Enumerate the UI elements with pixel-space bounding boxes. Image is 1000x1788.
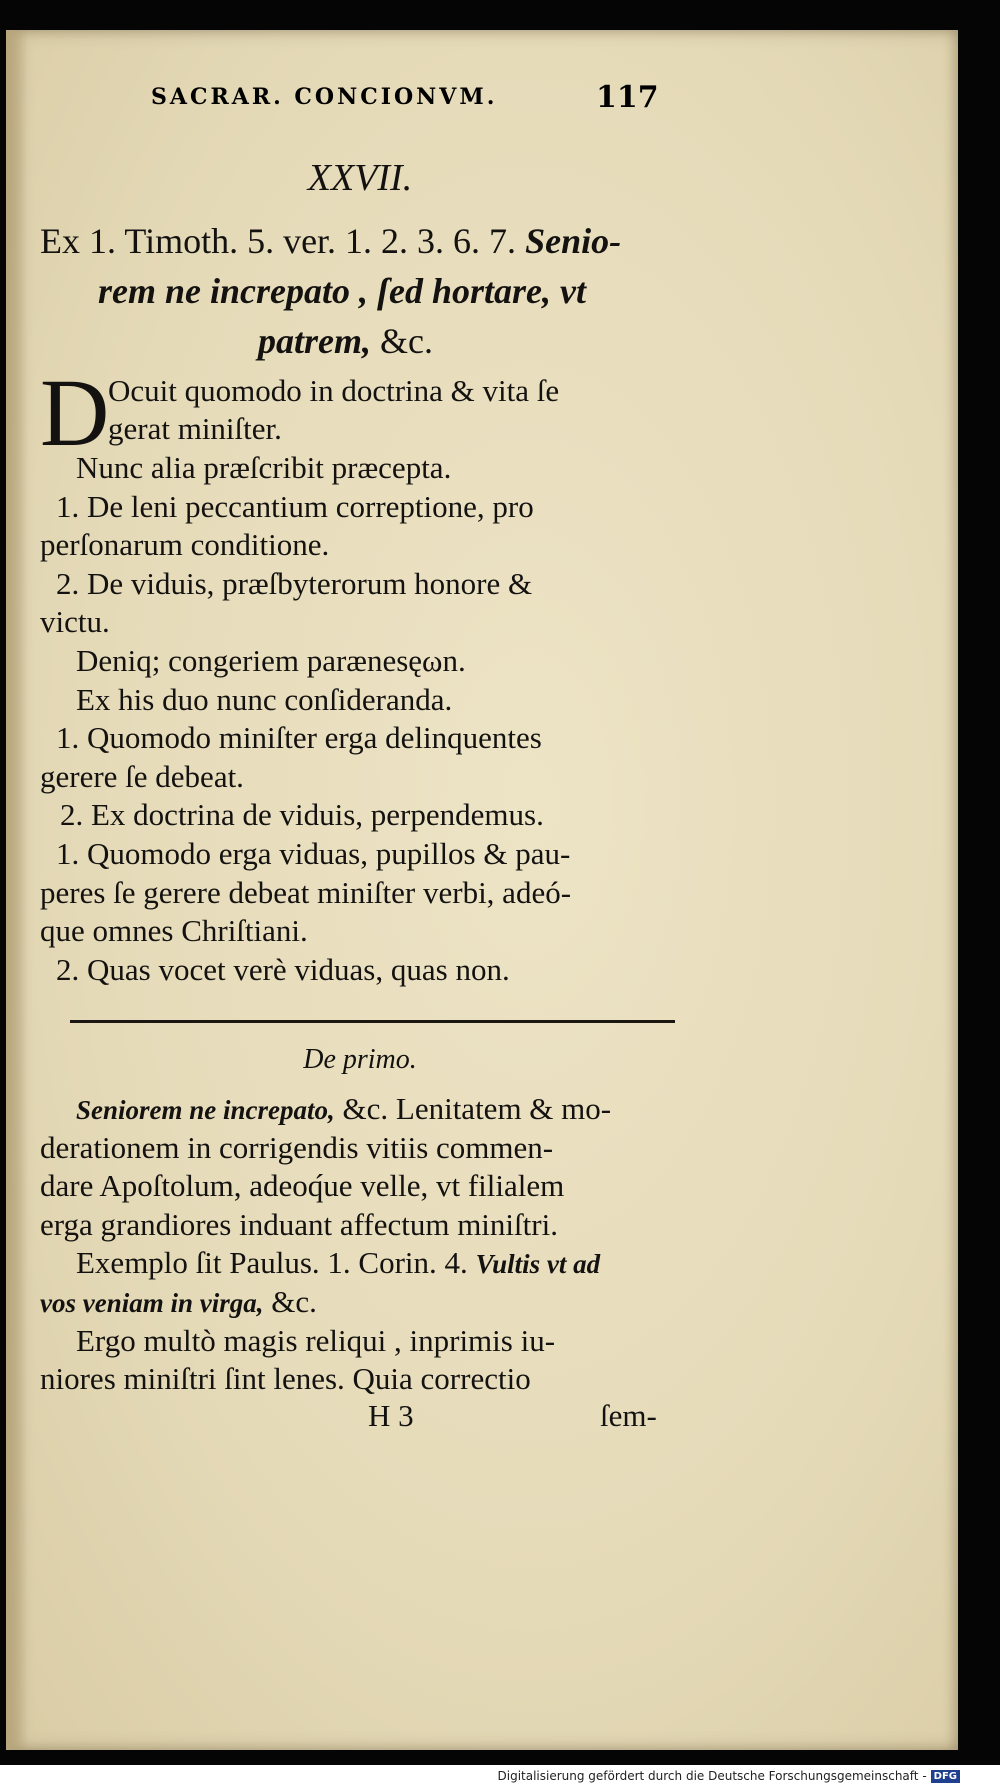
signature-mark: H 3 bbox=[368, 1398, 414, 1433]
text-line: que omnes Chriſtiani. bbox=[40, 913, 308, 949]
text-line: Deniq; congeriem parænesęωn. bbox=[76, 642, 466, 678]
section-number: XXVII. bbox=[307, 157, 413, 199]
text-line: Ocuit quomodo in doctrina & vita ſe bbox=[108, 373, 560, 408]
sermon-heading bbox=[40, 216, 680, 366]
heading-etc: &c. bbox=[380, 321, 433, 361]
running-title: SACRAR. CONCIONVM. bbox=[151, 84, 498, 110]
main-paragraph bbox=[40, 359, 680, 989]
page-number: 117 bbox=[596, 80, 659, 115]
text-line: 1. Quomodo erga viduas, pupillos & pau- bbox=[56, 835, 571, 871]
text-run: &c. Lenitatem & mo- bbox=[342, 1091, 612, 1126]
credit-text: Digitalisierung gefördert durch die Deutsche Forschungsgemeinschaft - bbox=[497, 1769, 927, 1783]
text-line: derationem in corrigendis vitiis commen- bbox=[40, 1129, 554, 1165]
text-line bbox=[40, 1283, 680, 1322]
heading-reference: Ex 1. Timoth. 5. ver. 1. 2. 3. 6. 7. bbox=[40, 221, 517, 261]
second-paragraph bbox=[40, 1090, 680, 1399]
text-run: &c. bbox=[271, 1283, 317, 1319]
heading-quote-middle: rem ne increpato , ſed hortare, vt bbox=[98, 271, 586, 311]
subheading: De primo. bbox=[303, 1044, 417, 1075]
running-head bbox=[66, 80, 666, 114]
signature-line bbox=[40, 1398, 680, 1438]
digitization-credit bbox=[498, 1766, 961, 1786]
text-line: 1. Quomodo miniſter erga delinquentes bbox=[56, 720, 542, 756]
text-line bbox=[40, 1244, 680, 1283]
catchword: ſem- bbox=[600, 1398, 657, 1433]
heading-line-1 bbox=[40, 216, 680, 266]
text-line: Ex his duo nunc conſideranda. bbox=[76, 681, 453, 717]
section-divider bbox=[70, 1020, 675, 1023]
text-line: peres ſe gerere debeat miniſter verbi, adeó- bbox=[40, 874, 572, 910]
quoted-verse: Seniorem ne increpato, bbox=[76, 1095, 335, 1125]
text-line: erga grandiores induant affectum miniſtri. bbox=[40, 1206, 558, 1242]
text-run: Exemplo ſit Paulus. 1. Corin. 4. bbox=[76, 1245, 468, 1281]
heading-line-2 bbox=[40, 266, 680, 316]
heading-quote-start: Senio- bbox=[525, 221, 622, 261]
text-line: gerere ſe debeat. bbox=[40, 758, 244, 794]
text-line: niores miniſtri ſint lenes. Quia correctio bbox=[40, 1361, 531, 1397]
text-line: 2. Ex doctrina de viduis, perpendemus. bbox=[60, 797, 544, 833]
text-line: 2. Quas vocet verè viduas, quas non. bbox=[56, 951, 510, 987]
dfg-logo: DFG bbox=[931, 1770, 960, 1783]
drop-cap-block bbox=[40, 359, 680, 466]
quoted-verse: vos veniam in virga, bbox=[40, 1287, 264, 1318]
text-line: dare Apoſtolum, adeoq́ue velle, vt filialem bbox=[40, 1168, 565, 1204]
text-line: gerat miniſter. bbox=[108, 411, 282, 446]
text-line: victu. bbox=[40, 604, 110, 640]
quoted-verse: Vultis vt ad bbox=[475, 1249, 601, 1280]
heading-quote-end: patrem, bbox=[258, 321, 371, 361]
text-line: perſonarum conditione. bbox=[40, 527, 330, 563]
text-line bbox=[40, 1090, 680, 1129]
heading-line-3 bbox=[40, 316, 680, 366]
text-line: 1. De leni peccantium correptione, pro bbox=[56, 488, 534, 524]
page-gutter bbox=[6, 30, 28, 1750]
text-line: Ergo multò magis reliqui , inprimis iu- bbox=[76, 1322, 556, 1358]
text-line: Nunc alia præſcribit præcepta. bbox=[76, 450, 452, 485]
text-line: 2. De viduis, præſbyterorum honore & bbox=[56, 565, 533, 601]
book-page bbox=[6, 30, 958, 1750]
drop-cap-initial: D bbox=[40, 359, 110, 466]
